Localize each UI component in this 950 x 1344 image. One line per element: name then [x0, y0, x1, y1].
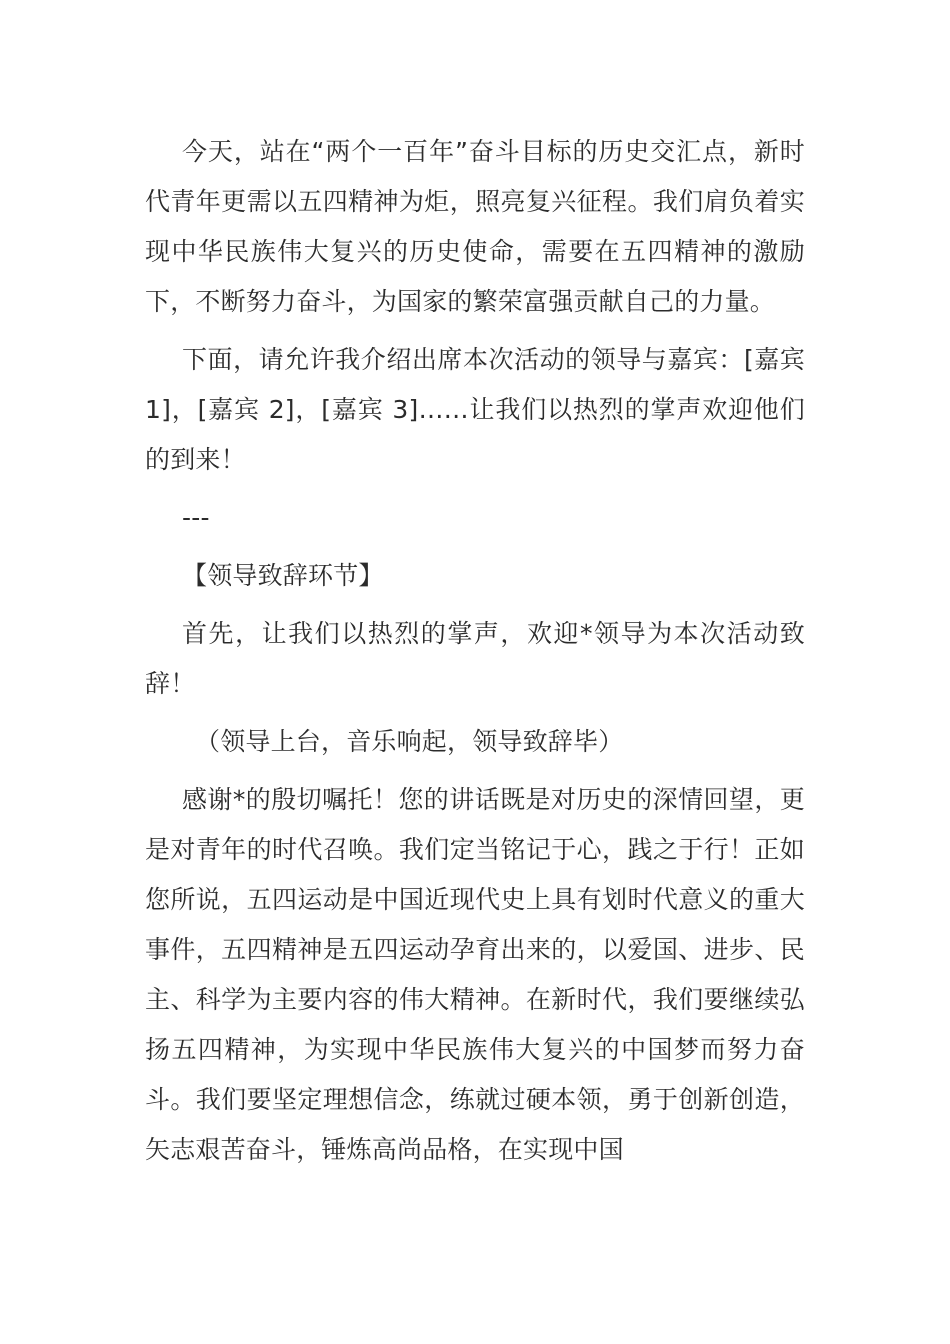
paragraph-guest-introduction: 下面，请允许我介绍出席本次活动的领导与嘉宾：[嘉宾1]，[嘉宾 2]，[嘉宾 3]……让我们以热烈的掌声欢迎他们的到来！: [145, 345, 805, 474]
paragraph-intro: 今天，站在“两个一百年”奋斗目标的历史交汇点，新时代青年更需以五四精神为炬，照亮复兴征程。我们肩负着实现中华民族伟大复兴的历史使命，需要在五四精神的激励下，不断努力奋斗，为国家的繁荣富强贡献自己的力量。: [145, 137, 805, 316]
paragraph-thanks: 感谢*的殷切嘱托！您的讲话既是对历史的深情回望，更是对青年的时代召唤。我们定当铭记于心，践之于行！正如您所说，五四运动是中国近现代史上具有划时代意义的重大事件，五四精神是五四运动孕育出来的，以爱国、进步、民主、科学为主要内容的伟大精神。在新时代，我们要继续弘扬五四精神，为实现中华民族伟大复兴的中国梦而努力奋斗。我们要坚定理想信念，练就过硬本领，勇于创新创造，矢志艰苦奋斗，锤炼高尚品格，在实现中国: [145, 785, 805, 1164]
section-heading-leader-speech: 【领导致辞环节】: [182, 561, 384, 590]
document-body: [145, 127, 805, 1183]
section-divider: ---: [182, 503, 210, 532]
paragraph-welcome-leader: 首先，让我们以热烈的掌声，欢迎*领导为本次活动致辞！: [145, 619, 805, 698]
stage-direction: （领导上台，音乐响起，领导致辞毕）: [195, 727, 624, 756]
